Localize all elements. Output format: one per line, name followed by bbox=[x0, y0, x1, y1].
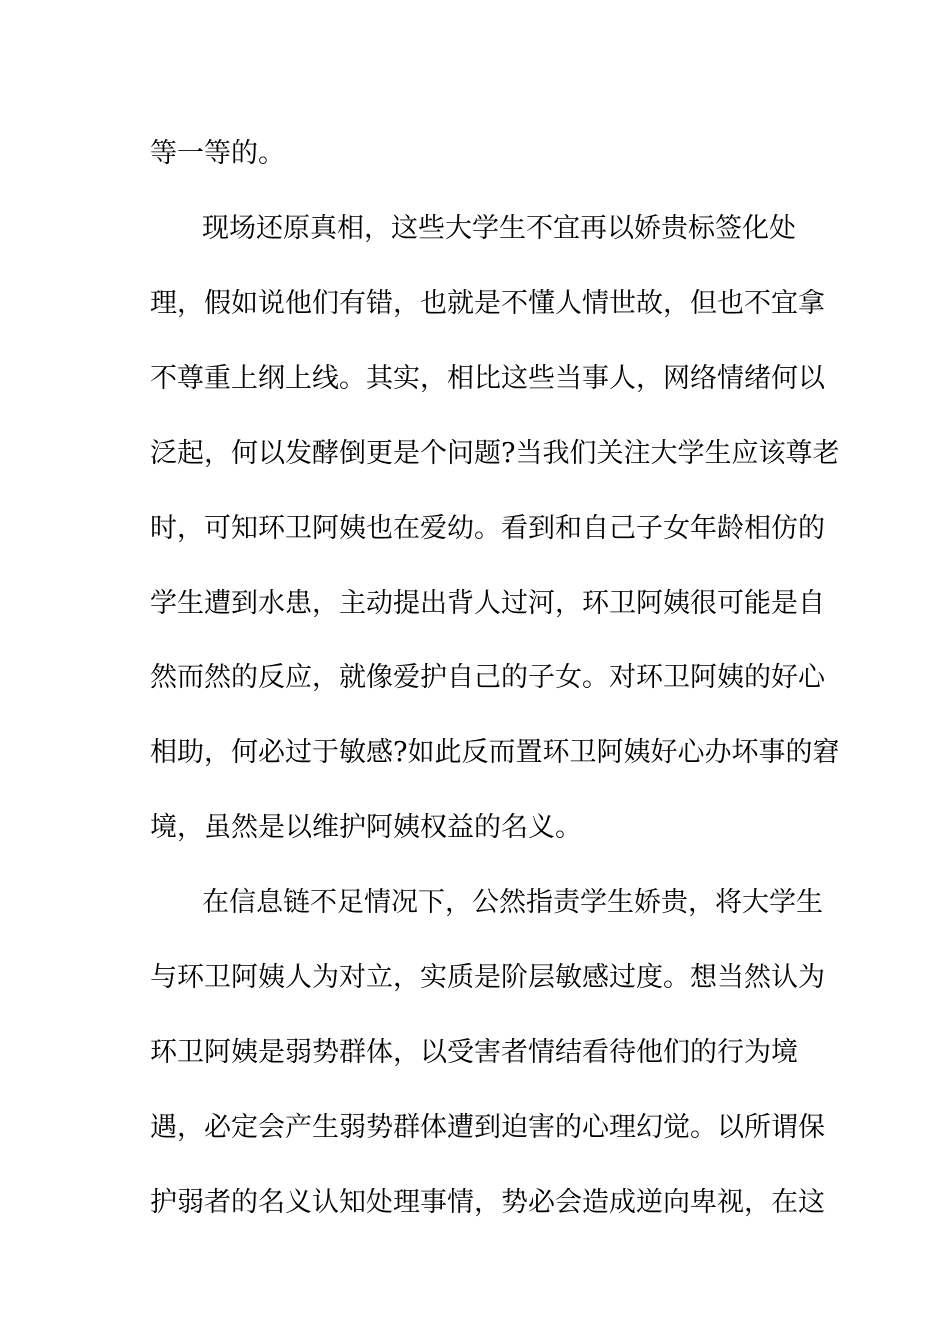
paragraph-3-line-5: 护弱者的名义认知处理事情，势必会造成逆向卑视，在这 bbox=[150, 1187, 825, 1218]
paragraph-3-line-2: 与环卫阿姨人为对立，实质是阶层敏感过度。想当然认为 bbox=[150, 962, 825, 993]
paragraph-2-line-7: 然而然的反应，就像爱护自己的子女。对环卫阿姨的好心 bbox=[150, 662, 825, 693]
paragraph-2-line-5: 时，可知环卫阿姨也在爱幼。看到和自己子女年龄相仿的 bbox=[150, 513, 825, 544]
paragraph-2-line-6: 学生遭到水患，主动提出背人过河，环卫阿姨很可能是自 bbox=[150, 588, 825, 619]
text-line-1: 等一等的。 bbox=[150, 138, 285, 169]
paragraph-3-line-4: 遇，必定会产生弱势群体遭到迫害的心理幻觉。以所谓保 bbox=[150, 1112, 825, 1143]
paragraph-2-line-3: 不尊重上纲上线。其实，相比这些当事人，网络情绪何以 bbox=[150, 363, 825, 394]
paragraph-2-line-4: 泛起，何以发酵倒更是个问题?当我们关注大学生应该尊老 bbox=[150, 438, 840, 469]
paragraph-2-line-1: 现场还原真相，这些大学生不宜再以娇贵标签化处 bbox=[202, 213, 796, 244]
paragraph-3-line-1: 在信息链不足情况下，公然指责学生娇贵，将大学生 bbox=[202, 887, 823, 918]
paragraph-2-line-9: 境，虽然是以维护阿姨权益的名义。 bbox=[150, 812, 582, 843]
paragraph-2-line-8: 相助，何必过于敏感?如此反而置环卫阿姨好心办坏事的窘 bbox=[150, 737, 840, 768]
paragraph-3-line-3: 环卫阿姨是弱势群体，以受害者情结看待他们的行为境 bbox=[150, 1037, 798, 1068]
paragraph-2-line-2: 理，假如说他们有错，也就是不懂人情世故，但也不宜拿 bbox=[150, 288, 825, 319]
